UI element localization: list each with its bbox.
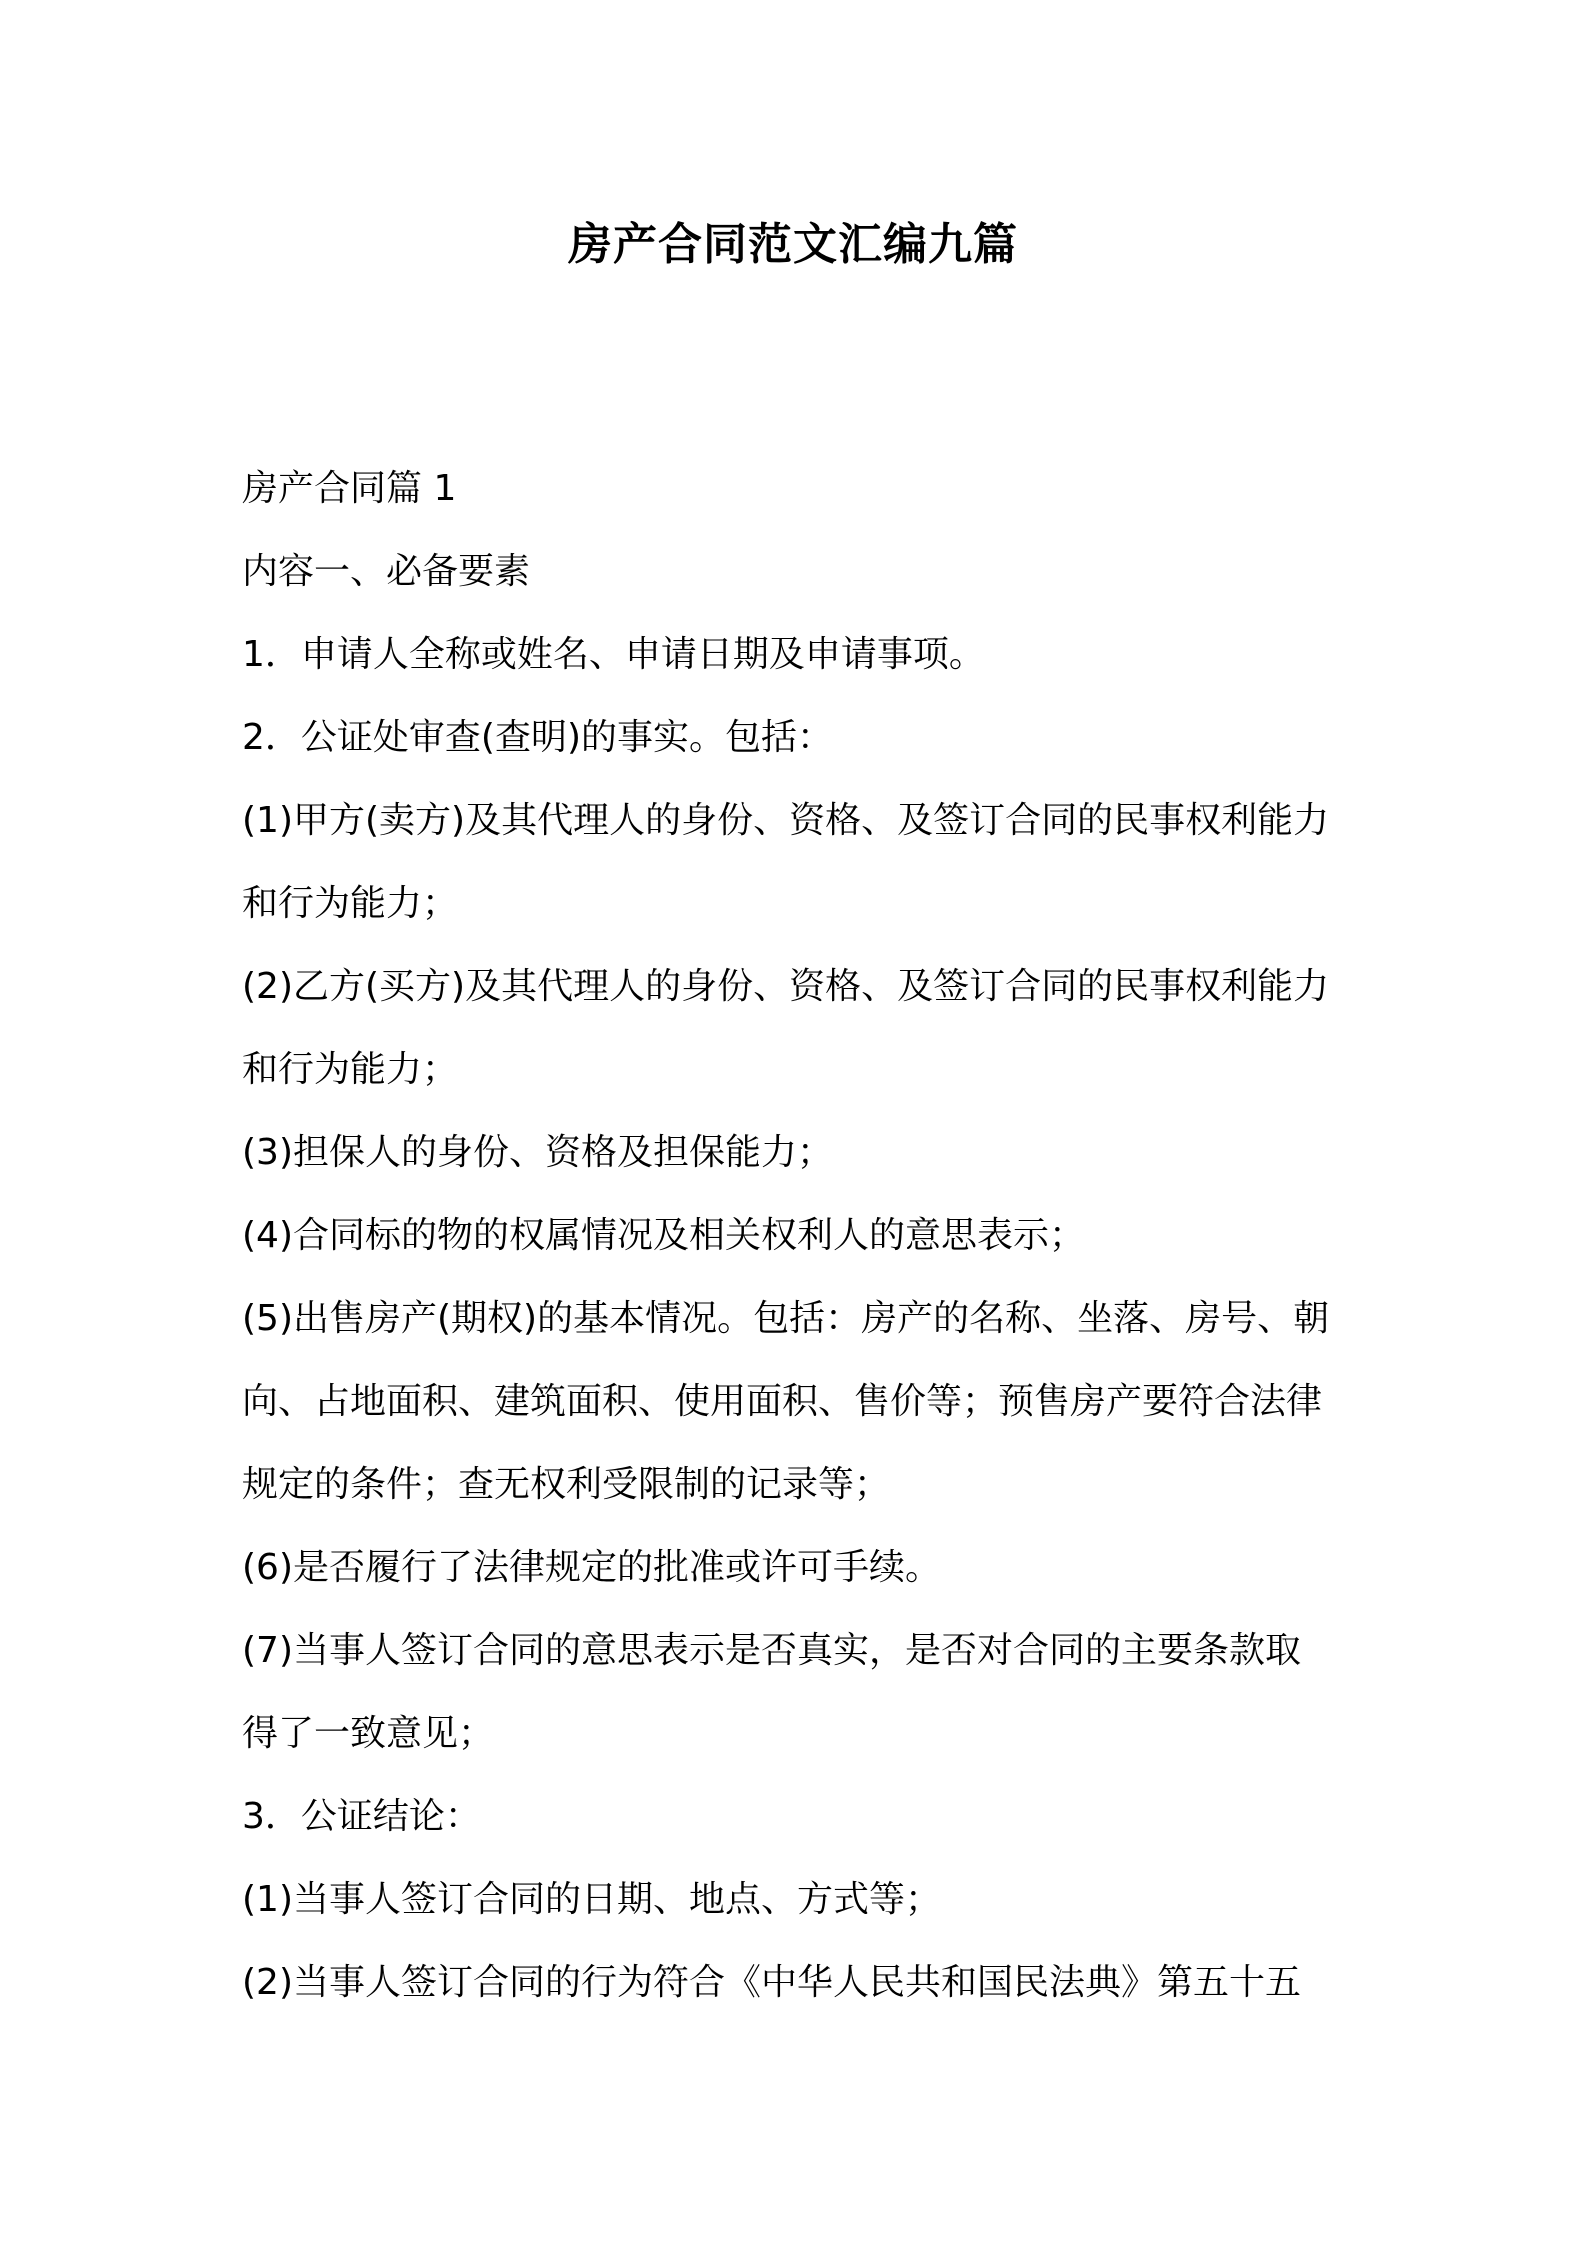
subsection-heading: 内容一、必备要素 [242, 551, 531, 592]
body-line: 1．申请人全称或姓名、申请日期及申请事项。 [242, 634, 985, 675]
body-line: 向、占地面积、建筑面积、使用面积、售价等；预售房产要符合法律 [242, 1381, 1323, 1422]
body-line: (5)出售房产(期权)的基本情况。包括：房产的名称、坐落、房号、朝 [242, 1298, 1330, 1339]
section-heading: 房产合同篇 1 [242, 468, 457, 509]
body-line: (1)甲方(卖方)及其代理人的身份、资格、及签订合同的民事权利能力 [242, 800, 1330, 841]
document-title: 房产合同范文汇编九篇 [568, 219, 1018, 270]
body-line: 规定的条件；查无权利受限制的记录等； [242, 1464, 891, 1505]
body-line: (2)乙方(买方)及其代理人的身份、资格、及签订合同的民事权利能力 [242, 966, 1330, 1007]
body-line: (4)合同标的物的权属情况及相关权利人的意思表示； [242, 1215, 1085, 1256]
document-body [242, 447, 1357, 2024]
body-line: (1)当事人签订合同的日期、地点、方式等； [242, 1879, 941, 1920]
body-line: (7)当事人签订合同的意思表示是否真实，是否对合同的主要条款取 [242, 1630, 1301, 1671]
body-line: 3．公证结论： [242, 1796, 481, 1837]
body-line: (3)担保人的身份、资格及担保能力； [242, 1132, 833, 1173]
body-line: 2．公证处审查(查明)的事实。包括： [242, 717, 833, 758]
body-line: 和行为能力； [242, 883, 459, 924]
body-line: (6)是否履行了法律规定的批准或许可手续。 [242, 1547, 941, 1588]
body-line: (2)当事人签订合同的行为符合《中华人民共和国民法典》第五十五 [242, 1962, 1301, 2003]
body-line: 得了一致意见； [242, 1713, 495, 1754]
body-line: 和行为能力； [242, 1049, 459, 1090]
